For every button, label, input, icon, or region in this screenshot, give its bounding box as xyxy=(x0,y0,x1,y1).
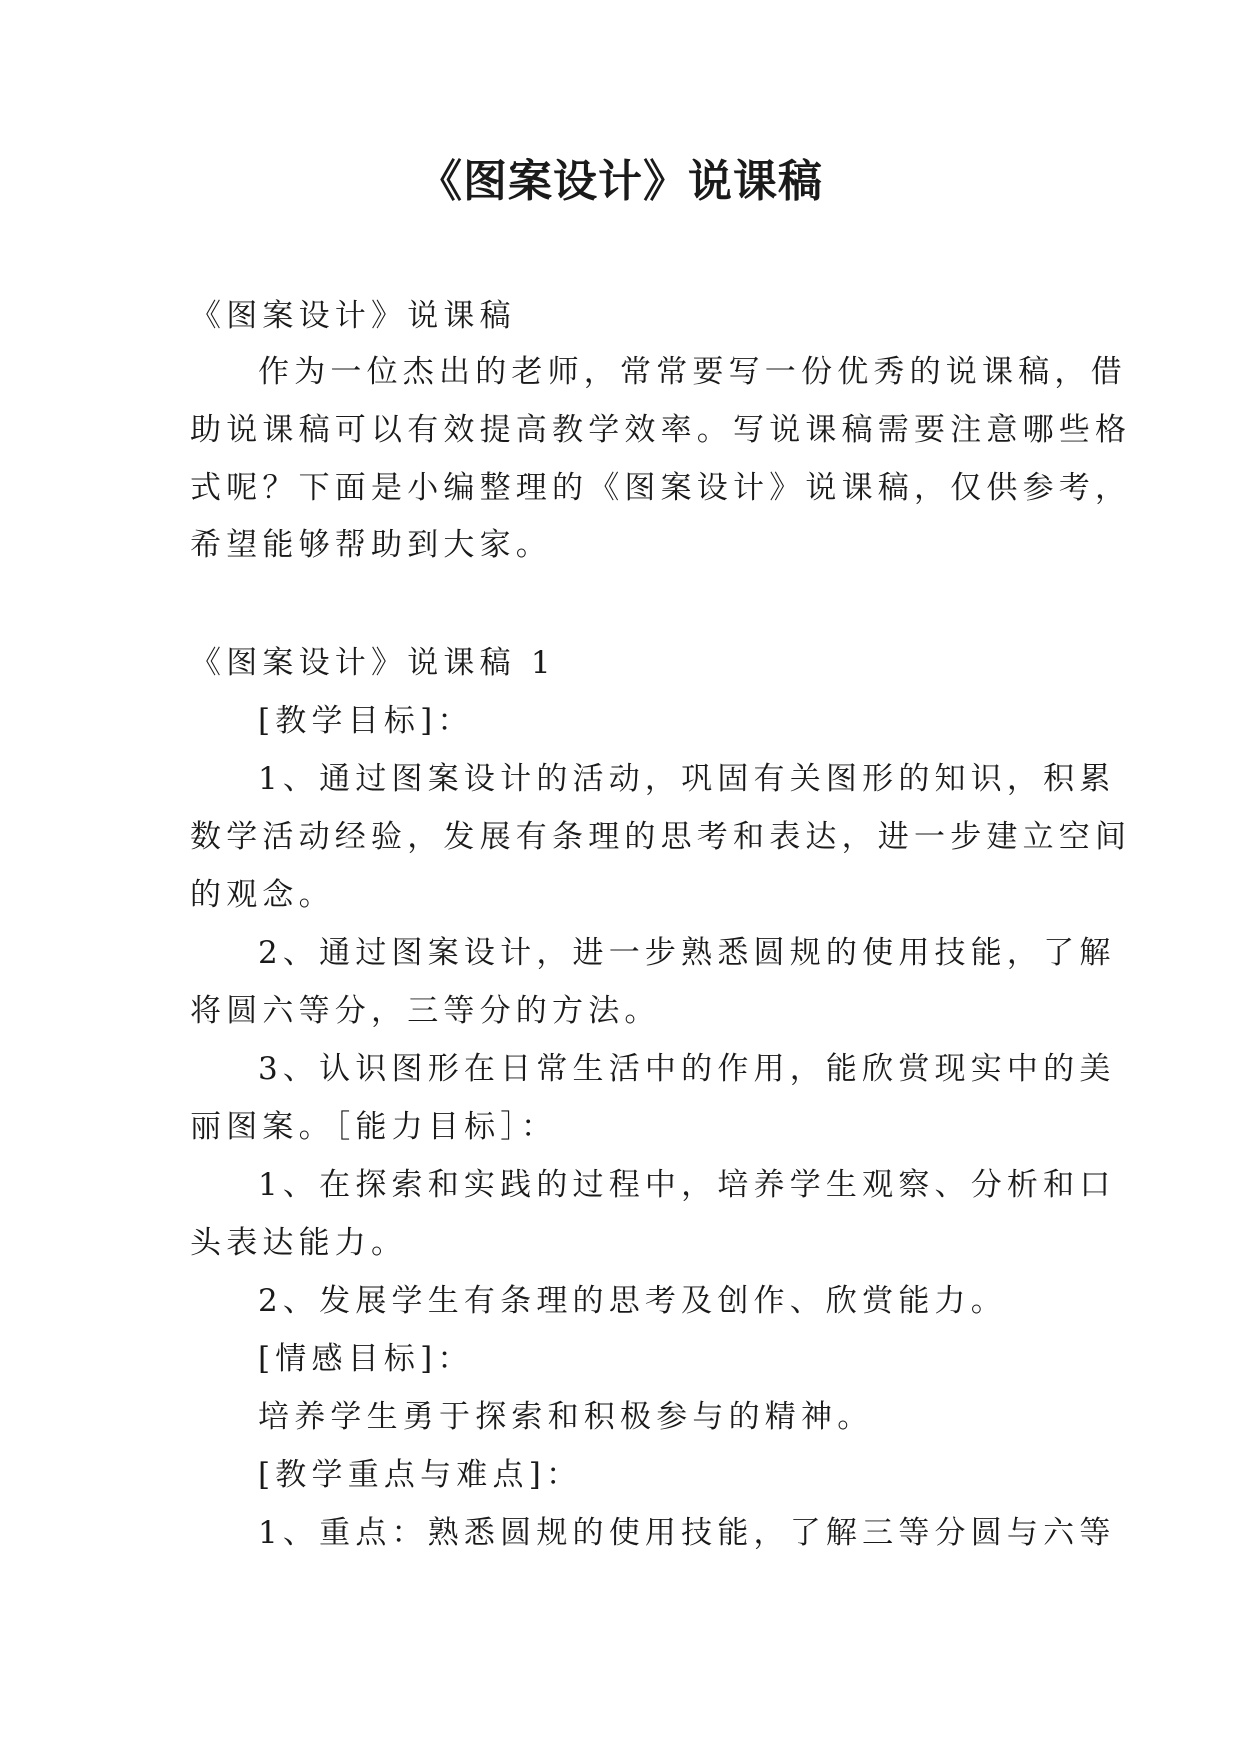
body-line: 1、通过图案设计的活动，巩固有关图形的知识，积累 xyxy=(258,761,1116,797)
body-line: [教学重点与难点]： xyxy=(258,1457,583,1493)
body-line: 培养学生勇于探索和积极参与的精神。 xyxy=(258,1399,874,1435)
body-line: 丽图案。［能力目标］： xyxy=(190,1109,558,1145)
intro-line-3: 式呢？下面是小编整理的《图案设计》说课稿，仅供参考， xyxy=(190,470,1132,506)
body-line: 2、通过图案设计，进一步熟悉圆规的使用技能，了解 xyxy=(258,935,1116,971)
body-line: 1、在探索和实践的过程中，培养学生观察、分析和口 xyxy=(258,1167,1116,1203)
body-line: 3、认识图形在日常生活中的作用，能欣赏现实中的美 xyxy=(258,1051,1116,1087)
subtitle-line: 《图案设计》说课稿 xyxy=(190,298,516,334)
body-line: 头表达能力。 xyxy=(190,1225,408,1261)
intro-line-2: 助说课稿可以有效提高教学效率。写说课稿需要注意哪些格 xyxy=(190,412,1132,448)
body-line: 1、重点：熟悉圆规的使用技能，了解三等分圆与六等 xyxy=(258,1515,1116,1551)
body-line: [情感目标]： xyxy=(258,1341,474,1377)
section-heading: 《图案设计》说课稿 1 xyxy=(190,645,556,681)
intro-line-4: 希望能够帮助到大家。 xyxy=(190,527,552,563)
body-line: 的观念。 xyxy=(190,877,335,913)
body-line: [教学目标]： xyxy=(258,703,474,739)
body-line: 数学活动经验，发展有条理的思考和表达，进一步建立空间 xyxy=(190,819,1132,855)
document-title: 《图案设计》说课稿 xyxy=(418,156,823,207)
body-line: 2、发展学生有条理的思考及创作、欣赏能力。 xyxy=(258,1283,1007,1319)
intro-line-1: 作为一位杰出的老师，常常要写一份优秀的说课稿，借 xyxy=(258,354,1127,390)
body-line: 将圆六等分，三等分的方法。 xyxy=(190,993,661,1029)
